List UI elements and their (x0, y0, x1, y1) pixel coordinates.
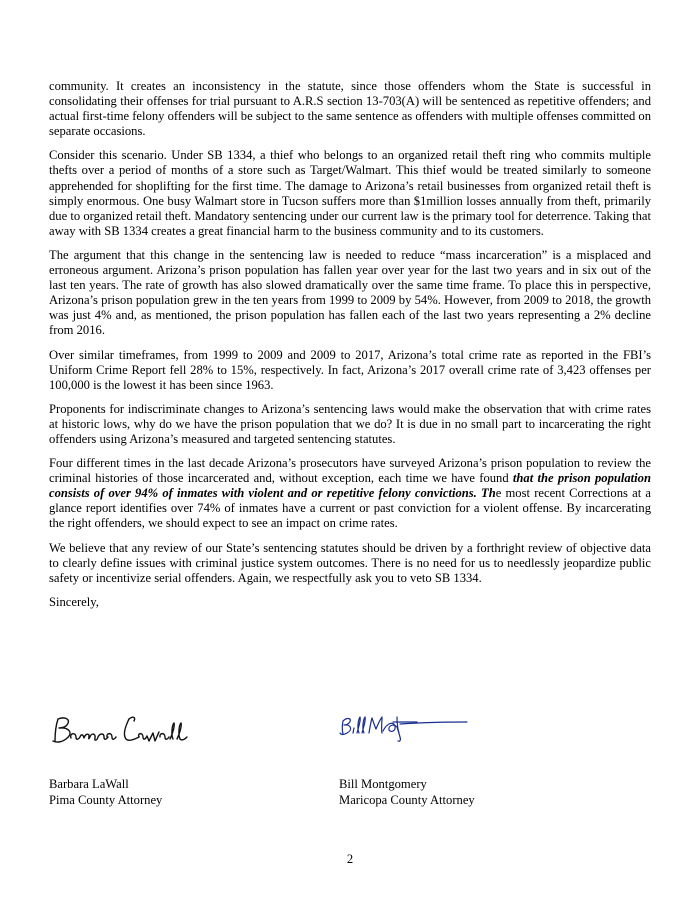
paragraph-text: community. It creates an inconsistency in the statute, since those offenders whom the State is successful in consolidating their offenses for trial pursuant to A.R.S section 13-703(A) will be sentenced as repetitive offenders; and actual first-time felony offenders will be subject to the same sentence as offenders with multiple offenses committed on separate occasions. (49, 79, 651, 139)
paragraph-text: The argument that this change in the sentencing law is needed to reduce “mass incarceration” is a misplaced and erroneous argument. Arizona’s prison population has fallen year over year for the last two years and in six out of the last ten years. The rate of growth has also slowed dramatically over the same time frame. To place this in perspective, Arizona’s prison population grew in the ten years from 1999 to 2009 by 54%. However, from 2009 to 2018, the growth was just 4% and, as mentioned, the prison population has fallen each of the last two years representing a 2% decline from 2016. (49, 247, 651, 338)
paragraph (49, 456, 651, 531)
paragraph (49, 348, 651, 393)
paragraph-text: Consider this scenario. Under SB 1334, a thief who belongs to an organized retail theft ring who commits multiple thefts over a period of months of a store such as Target/Walmart. This thief would be treated similarly to someone apprehended for shoplifting for the first time. The damage to Arizona’s retail businesses from organized retail theft is simply enormous. One busy Walmart store in Tucson suffers more than $1million losses annually from theft, primarily due to organized retail theft. Mandatory sentencing under our current law is the primary tool for deterrence. Taking that away with SB 1334 creates a great financial harm to the business community and to its customers. (49, 148, 651, 238)
paragraph-text: Proponents for indiscriminate changes to Arizona’s sentencing laws would make the observation that with crime rates at historic lows, why do we have the prison population that we do? It is due in no small part to incarcerating the right offenders using Arizona’s measured and targeted sentencing statutes. (49, 401, 651, 446)
svg-text:Barbara LaWall: Barbara LaWall (49, 711, 56, 712)
page-number: 2 (346, 852, 354, 866)
signatory-name: Barbara LaWall (49, 777, 129, 791)
signature-bill-montgomery (337, 711, 477, 753)
signatory-name: Bill Montgomery (339, 777, 427, 791)
signature-barbara-lawall (49, 711, 199, 753)
paragraph (49, 541, 651, 586)
paragraph (49, 148, 651, 239)
letter-body (49, 79, 651, 807)
paragraph-text: We believe that any review of our State’s sentencing statutes should be driven by a forthright review of objective data to clearly define issues with criminal justice system outcomes. There is no need for us to needlessly jeopardize public safety or incentivize serial offenders. Again, we respectfully ask you to veto SB 1334. (49, 540, 651, 585)
paragraph (49, 79, 651, 139)
signatory-title: Maricopa County Attorney (339, 792, 475, 807)
svg-text:Bill Montgomery: Bill Montgomery (337, 711, 344, 712)
paragraph-text: e most recent Corrections at a glance report identifies over 74% of inmates have a current or past conviction for a violent offense. By incarcerating the right offenders, we should expect to see an impact on crime rates. (49, 486, 651, 531)
paragraph-text: Four different times in the last decade Arizona’s prosecutors have surveyed Arizona’s prison population to review the criminal histories of those incarcerated and, without exception, each time we have found (49, 456, 651, 486)
paragraph-text: Over similar timeframes, from 1999 to 2009 and 2009 to 2017, Arizona’s total crime rate as reported in the FBI’s Uniform Crime Report fell 28% to 15%, respectively. In fact, Arizona’s 2017 overall crime rate of 3,423 offenses per 100,000 is the lowest it has been since 1963. (49, 347, 651, 392)
emphasized-text: that the prison population consists of over 94% of inmates with violent and or repetitive felony convictions. Th (49, 471, 651, 501)
signatory-1 (49, 711, 309, 808)
signatory-2 (339, 711, 599, 808)
paragraph (49, 402, 651, 447)
letter-paragraphs (49, 79, 651, 586)
paragraph (49, 248, 651, 339)
closing-salutation: Sincerely, (49, 594, 99, 609)
signatory-title: Pima County Attorney (49, 792, 163, 807)
